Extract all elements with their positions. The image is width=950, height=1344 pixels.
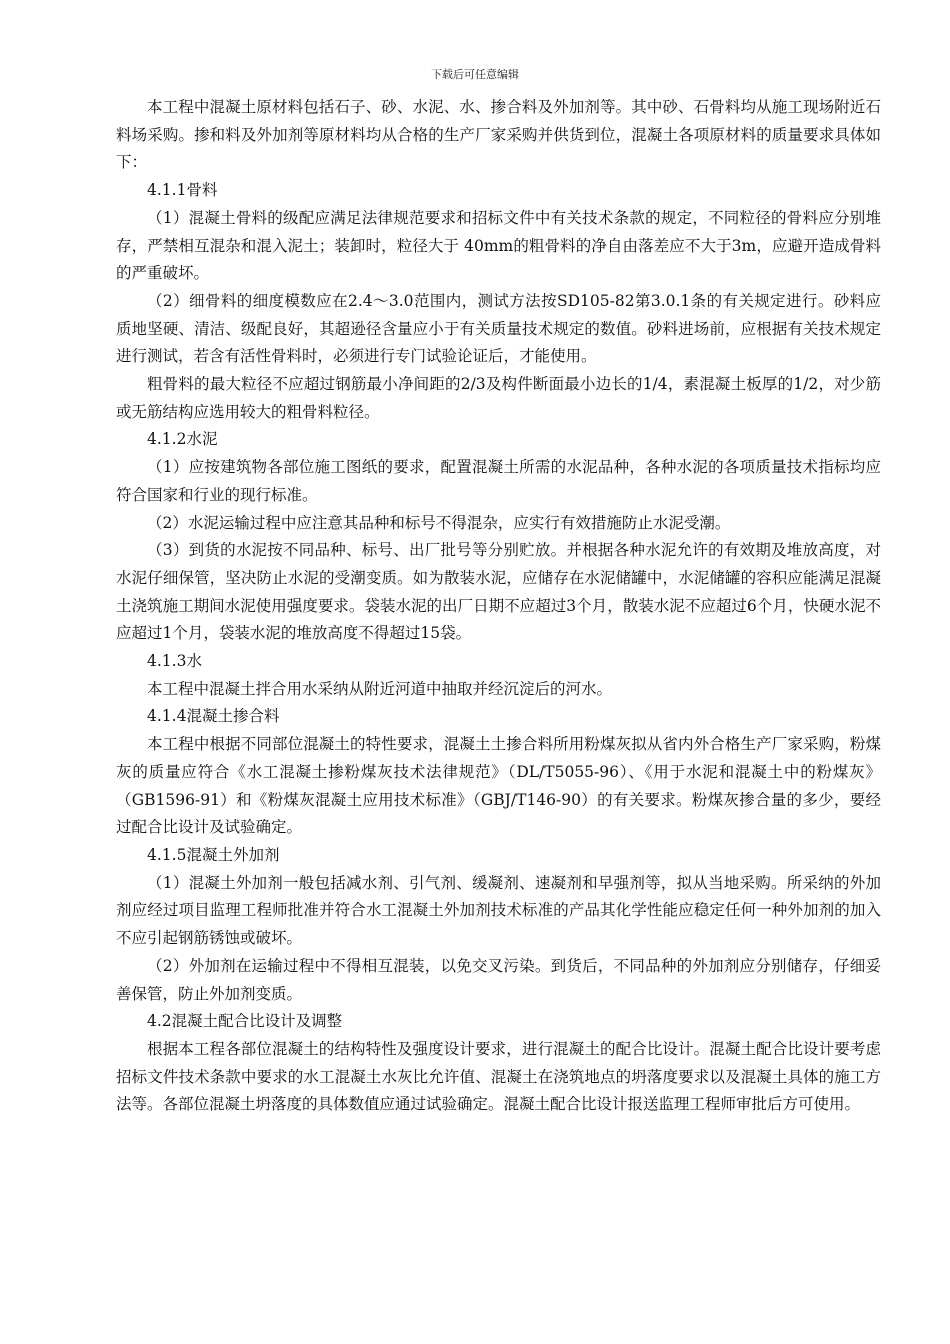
section-heading-admixture: 4.1.4混凝土掺合料 (147, 707, 280, 726)
paragraph-aggregate-2: （2）细骨料的细度模数应在2.4～3.0范围内，测试方法按SD105-82第3.0.1条的有关规定进行。砂料应质地坚硬、清洁、级配良好，其超逊径含量应小于有关质量技术规定的数值。砂料进场前，应根据有关技术规定进行测试，若含有活性骨料时，必须进行专门试验论证后，才能使用。 (116, 291, 881, 366)
section-heading-water: 4.1.3水 (147, 652, 202, 671)
paragraph-aggregate-3: 粗骨料的最大粒径不应超过钢筋最小净间距的2/3及构件断面最小边长的1/4，素混凝土板厚的1/2，对少筋或无筋结构应选用较大的粗骨料粒径。 (116, 375, 881, 421)
paragraph-mix-design: 根据本工程各部位混凝土的结构特性及强度设计要求，进行混凝土的配合比设计。混凝土配合比设计要考虑招标文件技术条款中要求的水工混凝土水灰比允许值、混凝土在浇筑地点的坍落度要求以及混凝土具体的施工方法等。各部位混凝土坍落度的具体数值应通过试验确定。混凝土配合比设计报送监理工程师审批后方可使用。 (116, 1039, 881, 1114)
paragraph-admixture: 本工程中根据不同部位混凝土的特性要求，混凝土土掺合料所用粉煤灰拟从省内外合格生产厂家采购，粉煤灰的质量应符合《水工混凝土掺粉煤灰技术法律规范》（DL/T5055-96）、《用于水泥和混凝土中的粉煤灰》（GB1596-91）和《粉煤灰混凝土应用技术标准》（GBJ/T146-90）的有关要求。粉煤灰掺合量的多少，要经过配合比设计及试验确定。 (116, 735, 881, 837)
section-heading-mix-design: 4.2混凝土配合比设计及调整 (147, 1012, 343, 1031)
page-header: 下载后可任意编辑 (431, 68, 519, 81)
paragraph-cement-1: （1）应按建筑物各部位施工图纸的要求，配置混凝土所需的水泥品种，各种水泥的各项质量技术指标均应符合国家和行业的现行标准。 (116, 458, 881, 504)
section-heading-aggregate: 4.1.1骨料 (147, 181, 218, 200)
paragraph-intro: 本工程中混凝土原材料包括石子、砂、水泥、水、掺合料及外加剂等。其中砂、石骨料均从施工现场附近石料场采购。掺和料及外加剂等原材料均从合格的生产厂家采购并供货到位，混凝土各项原材料的质量要求具体如下： (116, 98, 881, 172)
paragraph-additive-2: （2）外加剂在运输过程中不得相互混装，以免交叉污染。到货后，不同品种的外加剂应分别储存，仔细妥善保管，防止外加剂变质。 (116, 956, 881, 1003)
section-heading-cement: 4.1.2水泥 (147, 430, 218, 449)
paragraph-cement-2: （2）水泥运输过程中应注意其品种和标号不得混杂，应实行有效措施防止水泥受潮。 (147, 513, 731, 532)
paragraph-additive-1: （1）混凝土外加剂一般包括减水剂、引气剂、缓凝剂、速凝剂和早强剂等，拟从当地采购。所采纳的外加剂应经过项目监理工程师批准并符合水工混凝土外加剂技术标准的产品其化学性能应稳定任何一种外加剂的加入不应引起钢筋锈蚀或破坏。 (116, 873, 881, 948)
paragraph-cement-3: （3）到货的水泥按不同品种、标号、出厂批号等分别贮放。并根据各种水泥允许的有效期及堆放高度，对水泥仔细保管，坚决防止水泥的受潮变质。如为散装水泥，应储存在水泥储罐中，水泥储罐的容积应能满足混凝土浇筑施工期间水泥使用强度要求。袋装水泥的出厂日期不应超过3个月，散装水泥不应超过6个月，快硬水泥不应超过1个月，袋装水泥的堆放高度不得超过15袋。 (116, 541, 881, 643)
section-heading-additive: 4.1.5混凝土外加剂 (147, 845, 280, 864)
document-body (116, 94, 881, 1119)
paragraph-water: 本工程中混凝土拌合用水采纳从附近河道中抽取并经沉淀后的河水。 (147, 679, 613, 698)
paragraph-aggregate-1: （1）混凝土骨料的级配应满足法律规范要求和招标文件中有关技术条款的规定，不同粒径的骨料应分别堆存，严禁相互混杂和混入泥土；装卸时，粒径大于 40mm的粗骨料的净自由落差应不大于3m，应避开造成骨料的严重破坏。 (116, 208, 881, 283)
